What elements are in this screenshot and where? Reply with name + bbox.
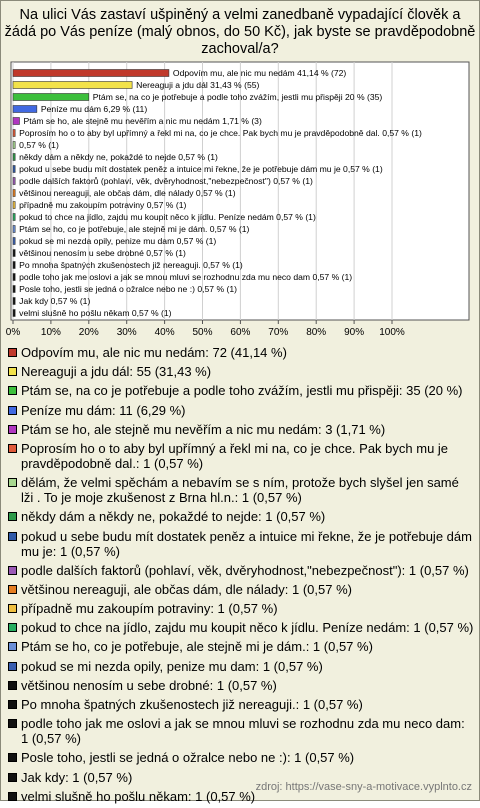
legend-item — [8, 509, 474, 524]
legend-swatch — [8, 753, 17, 762]
bar — [13, 238, 15, 245]
bar-label: Ptám se ho, ale stejně mu nevěřím a nic mu nedám 1,71 % (3) — [23, 116, 262, 126]
legend-label: Poprosím ho o to aby byl upřímný a řekl mi na, co je chce. Pak bych mu je pravděpodobně dal.: 1 (0,57 %) — [21, 440, 449, 471]
x-tick-label: 30% — [116, 327, 137, 338]
legend-item — [8, 639, 474, 654]
legend-label: většinou nenosím u sebe drobné: 1 (0,57 %) — [21, 677, 277, 693]
legend-swatch — [8, 425, 17, 434]
legend-item — [8, 441, 474, 471]
bar — [13, 142, 15, 149]
bar — [13, 94, 89, 101]
legend-item — [8, 601, 474, 616]
legend-item — [8, 383, 474, 398]
bar-chart — [0, 0, 480, 345]
bar — [13, 310, 15, 317]
x-tick-label: 80% — [306, 327, 327, 338]
bar — [13, 298, 15, 305]
legend-label: někdy dám a někdy ne, pokaždé to nejde: 1 (0,57 %) — [21, 509, 326, 525]
bar-label: Ptám se, na co je potřebuje a podle toho zvážím, jestli mu přispěji 20 % (35) — [92, 92, 383, 102]
bar-label: pokud se mi nezda opily, penize mu dam 0,57 % (1) — [19, 236, 217, 246]
legend-item — [8, 529, 474, 559]
x-tick-label: 40% — [154, 327, 175, 338]
legend-item — [8, 678, 474, 693]
x-tick-label: 60% — [230, 327, 251, 338]
bar — [13, 214, 15, 221]
x-tick-label: 90% — [344, 327, 365, 338]
legend-item — [8, 620, 474, 635]
bar — [13, 178, 15, 185]
bar-label: velmi slušně ho pošlu někam 0,57 % (1) — [19, 308, 172, 318]
bar-label: Po mnoha špatných zkušenostech již nereaguji. 0,57 % (1) — [19, 260, 243, 270]
bar — [13, 118, 19, 125]
legend-label: Odpovím mu, ale nic mu nedám: 72 (41,14 %) — [21, 345, 287, 360]
bar-label: Ptám se ho, co je potřebuje, ale stejně mi je dám. 0,57 % (1) — [19, 224, 250, 234]
bar-label: pokud u sebe budu mít dostatek peněz a intuice mi řekne, že je potřebuje dám mu je 0,57 % (1) — [19, 164, 383, 174]
legend-label: podle toho jak me oslovi a jak se mnou mluvi se rozhodnu zda mu neco dam: 1 (0,57 %) — [21, 716, 465, 747]
legend-item — [8, 345, 474, 360]
legend-label: případně mu zakoupím potraviny: 1 (0,57 %) — [21, 601, 278, 617]
bar — [13, 250, 15, 257]
legend-item — [8, 475, 474, 505]
x-tick-label: 20% — [78, 327, 99, 338]
legend-label: pokud to chce na jídlo, zajdu mu koupit něco k jídlu. Peníze nedám: 1 (0,57 %) — [21, 620, 474, 636]
legend-swatch — [8, 719, 17, 728]
legend-item — [8, 750, 474, 765]
legend-item — [8, 403, 474, 418]
x-tick-label: 10% — [40, 327, 61, 338]
bar-label: pokud to chce na jídlo, zajdu mu koupit něco k jídlu. Peníze nedám 0,57 % (1) — [19, 212, 316, 222]
bar — [13, 154, 15, 161]
source-link[interactable]: zdroj: https://vase-sny-a-motivace.vyplnto.cz — [255, 781, 472, 793]
bar — [13, 82, 132, 89]
legend-label: Nereaguji a jdu dál: 55 (31,43 %) — [21, 364, 212, 380]
bar-label: Nereaguji a jdu dál 31,43 % (55) — [136, 80, 260, 90]
bar-label: podle dalších faktorů (pohlaví, věk, dvěryhodnost,"nebezpečnost") 0,57 % (1) — [19, 176, 313, 186]
legend-item — [8, 659, 474, 674]
legend-swatch — [8, 642, 17, 651]
legend-swatch — [8, 773, 17, 782]
bar-label: Peníze mu dám 6,29 % (11) — [40, 104, 148, 114]
legend-swatch — [8, 566, 17, 575]
legend-item — [8, 563, 474, 578]
legend-label: většinou nereaguji, ale občas dám, dle nálady: 1 (0,57 %) — [21, 581, 352, 597]
bar — [13, 262, 15, 269]
legend-label: pokud u sebe budu mít dostatek peněz a intuice mi řekne, že je potřebuje dám mu je: 1 (0,57 %) — [21, 528, 472, 559]
legend-swatch — [8, 604, 17, 613]
chart-legend — [8, 345, 474, 808]
bar-label: podle toho jak me oslovi a jak se mnou mluvi se rozhodnu zda mu neco dam 0,57 % (1) — [19, 272, 353, 282]
legend-item — [8, 582, 474, 597]
legend-swatch — [8, 478, 17, 487]
legend-swatch — [8, 792, 17, 801]
x-tick-label: 50% — [192, 327, 213, 338]
legend-swatch — [8, 444, 17, 453]
legend-label: Ptám se, na co je potřebuje a podle toho zvážím, jestli mu přispěji: 35 (20 %) — [21, 383, 463, 399]
legend-label: pokud se mi nezda opily, penize mu dam: 1 (0,57 %) — [21, 658, 323, 674]
legend-swatch — [8, 386, 17, 395]
bar-label: 0,57 % (1) — [19, 140, 59, 150]
legend-swatch — [8, 532, 17, 541]
bar — [13, 202, 15, 209]
bar — [13, 130, 15, 137]
bar — [13, 286, 15, 293]
bar-label: případně mu zakoupím potraviny 0,57 % (1) — [19, 200, 187, 210]
legend-label: Ptám se ho, ale stejně mu nevěřím a nic mu nedám: 3 (1,71 %) — [21, 421, 386, 437]
chart-title: Na ulici Vás zastaví ušpiněný a velmi zanedbaně vypadající člověk a žádá po Vás peníze (malý obnos, do 50 Kč), jak byste se pravděpodobně zachoval/a? — [4, 7, 476, 57]
bar-label: většinou nereaguji, ale občas dám, dle nálady 0,57 % (1) — [19, 188, 236, 198]
legend-swatch — [8, 512, 17, 521]
legend-label: podle dalších faktorů (pohlaví, věk, dvěryhodnost,"nebezpečnost"): 1 (0,57 %) — [21, 562, 469, 578]
legend-item — [8, 364, 474, 379]
bar-label: Posle toho, jestli se jedná o ožralce nebo ne :) 0,57 % (1) — [19, 284, 238, 294]
legend-item — [8, 716, 474, 746]
legend-label: velmi slušně ho pošlu někam: 1 (0,57 %) — [21, 788, 256, 804]
x-tick-label: 100% — [379, 327, 405, 338]
bar-label: Odpovím mu, ale nic mu nedám 41,14 % (72) — [172, 68, 347, 78]
bar — [13, 70, 169, 77]
bar — [13, 274, 15, 281]
bar — [13, 106, 37, 113]
bar-label: Poprosím ho o to aby byl upřímný a řekl mi na, co je chce. Pak bych mu je pravděpodobně dal. 0,57 % (1) — [19, 128, 422, 138]
legend-swatch — [8, 406, 17, 415]
legend-label: Posle toho, jestli se jedná o ožralce nebo ne :): 1 (0,57 %) — [21, 750, 355, 766]
legend-item — [8, 697, 474, 712]
x-tick-label: 0% — [5, 327, 21, 338]
legend-swatch — [8, 700, 17, 709]
legend-swatch — [8, 662, 17, 671]
bar — [13, 190, 15, 197]
x-tick-label: 70% — [268, 327, 289, 338]
bar-label: Jak kdy 0,57 % (1) — [19, 296, 91, 306]
legend-swatch — [8, 348, 17, 357]
legend-swatch — [8, 367, 17, 376]
bar-label: většinou nenosím u sebe drobné 0,57 % (1) — [19, 248, 186, 258]
bar — [13, 166, 15, 173]
legend-label: dělám, že velmi spěchám a nebavím se s ním, protože bych slyšel jen samé lži . To je moje zkušenost z Brna hl.n.: 1 (0,57 %) — [21, 475, 459, 506]
legend-label: Jak kdy: 1 (0,57 %) — [21, 769, 133, 785]
bar-label: někdy dám a někdy ne, pokaždé to nejde 0,57 % (1) — [19, 152, 218, 162]
legend-item — [8, 422, 474, 437]
legend-swatch — [8, 585, 17, 594]
legend-label: Ptám se ho, co je potřebuje, ale stejně mi je dám.: 1 (0,57 %) — [21, 639, 373, 655]
legend-swatch — [8, 623, 17, 632]
legend-label: Po mnoha špatných zkušenostech již nereaguji.: 1 (0,57 %) — [21, 697, 363, 712]
legend-label: Peníze mu dám: 11 (6,29 %) — [21, 402, 186, 418]
legend-swatch — [8, 681, 17, 690]
bar — [13, 226, 15, 233]
